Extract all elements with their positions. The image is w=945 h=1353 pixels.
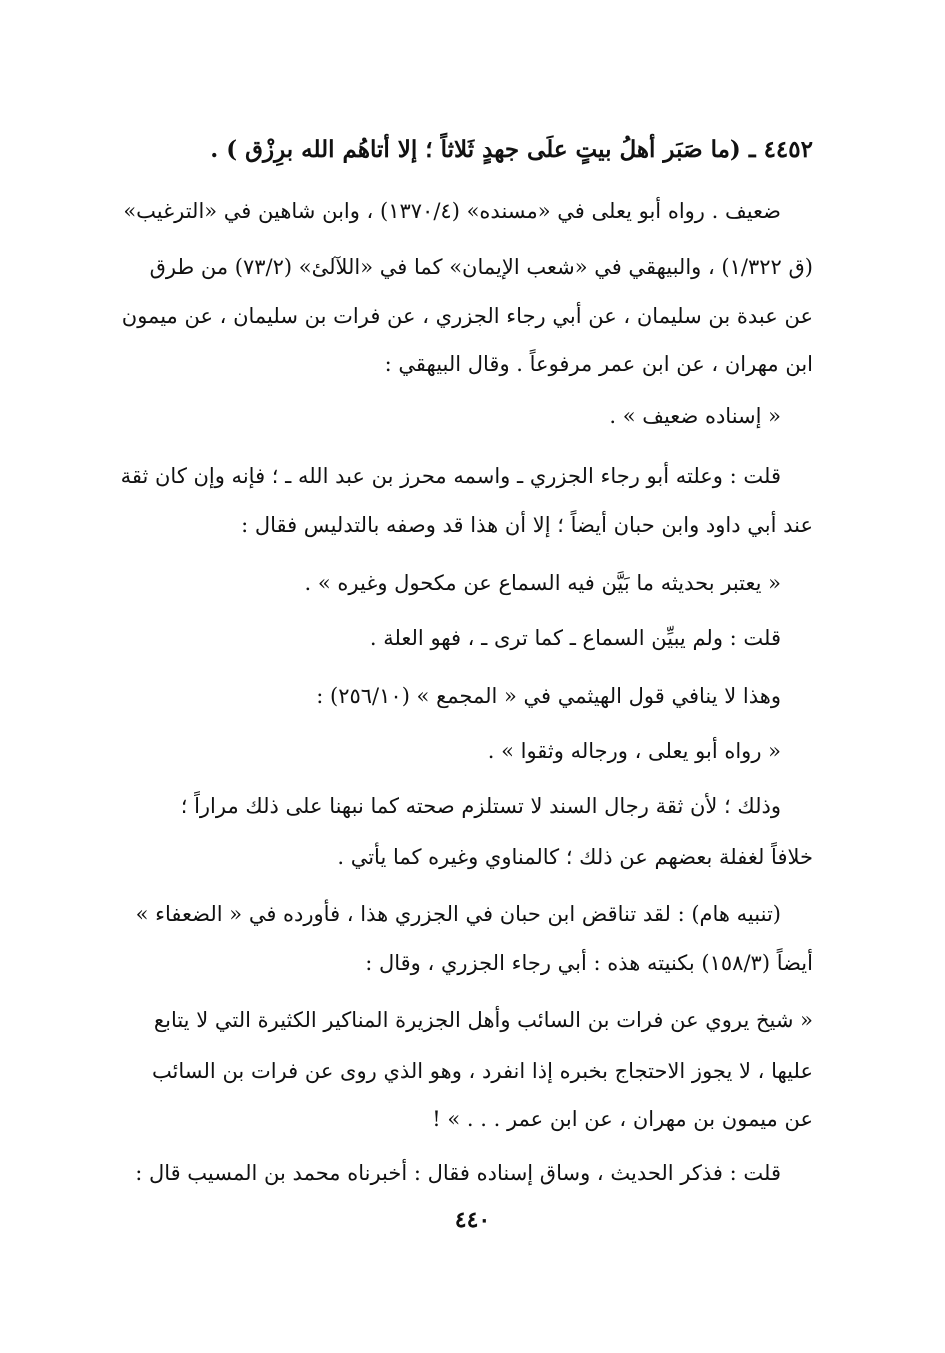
text-line: قلت : ولم يبيِّن السماع ـ كما ترى ـ ، فهو العلة . <box>369 626 781 650</box>
page-number: ٤٤٠ <box>454 1207 491 1233</box>
text-line: أيضاً (١٥٨/٣) بكنيته هذه : أبي رجاء الجزري ، وقال : <box>365 951 813 975</box>
text-line: (ق ١/٣٢٢) ، والبيهقي في «شعب الإيمان» كما في «اللآلئ» (٧٣/٢) من طرق <box>149 255 813 279</box>
text-line: ابن مهران ، عن ابن عمر مرفوعاً . وقال البيهقي : <box>384 352 813 376</box>
text-line: « إسناده ضعيف » . <box>609 404 781 428</box>
text-line: عن ميمون بن مهران ، عن ابن عمر . . . » ! <box>432 1107 813 1131</box>
hadith-heading: ٤٤٥٢ ـ (ما صَبَر أهلُ بيتٍ علَى جهدٍ ثَلاثاً ؛ إلا أتاهُم الله برِزْق ) . <box>210 136 813 163</box>
text-line: قلت : فذكر الحديث ، وساق إسناده فقال : أخبرناه محمد بن المسيب قال : <box>135 1161 781 1185</box>
text-line: عن عبدة بن سليمان ، عن أبي رجاء الجزري ، عن فرات بن سليمان ، عن ميمون <box>121 304 813 328</box>
text-line: ضعيف . رواه أبو يعلى في «مسنده» (١٣٧٠/٤) ، وابن شاهين في «الترغيب» <box>123 199 781 223</box>
text-line: « رواه أبو يعلى ، ورجاله وثقوا » . <box>487 739 781 763</box>
text-line: (تنبيه هام) : لقد تناقض ابن حبان في الجزري هذا ، فأورده في « الضعفاء » <box>135 902 781 926</box>
text-line: وهذا لا ينافي قول الهيثمي في « المجمع » (٢٥٦/١٠) : <box>316 684 781 708</box>
text-line: « يعتبر بحديثه ما بَيَّن فيه السماع عن مكحول وغيره » . <box>304 571 781 595</box>
text-line: خلافاً لغفلة بعضهم عن ذلك ؛ كالمناوي وغيره كما يأتي . <box>337 845 813 869</box>
text-line: عند أبي داود وابن حبان أيضاً ؛ إلا أن هذا قد وصفه بالتدليس فقال : <box>241 513 813 537</box>
text-line: وذلك ؛ لأن ثقة رجال السند لا تستلزم صحته كما نبهنا على ذلك مراراً ؛ <box>180 794 781 818</box>
text-line: قلت : وعلته أبو رجاء الجزري ـ واسمه محرز بن عبد الله ـ ؛ فإنه وإن كان ثقة <box>120 464 781 488</box>
text-line: عليها ، لا يجوز الاحتجاج بخبره إذا انفرد ، وهو الذي روى عن فرات بن السائب <box>151 1059 813 1083</box>
text-line: « شيخ يروي عن فرات بن السائب وأهل الجزيرة المناكير الكثيرة التي لا يتابع <box>153 1008 813 1032</box>
